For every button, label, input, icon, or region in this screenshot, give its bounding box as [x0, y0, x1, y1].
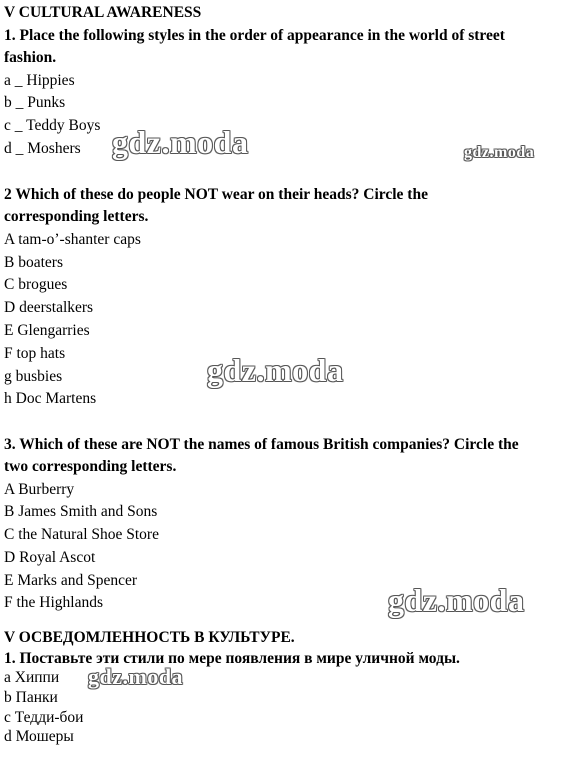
- q3-item-e: E Marks and Spencer: [4, 572, 137, 589]
- q2-item-a: A tam-o’-shanter caps: [4, 231, 141, 248]
- q2-item-f: F top hats: [4, 345, 66, 362]
- ru-q1-prompt: 1. Поставьте эти стили по мере появления в мире уличной моды.: [4, 650, 460, 667]
- q3-prompt-line2: two corresponding letters.: [4, 458, 177, 475]
- q3-item-a: A Burberry: [4, 481, 75, 498]
- q3-item-f: F the Highlands: [4, 594, 104, 611]
- q1-prompt-line2: fashion.: [4, 49, 57, 66]
- ru-q1-item-d: d Мошеры: [4, 728, 74, 745]
- watermark: gdz.moda: [112, 124, 249, 160]
- q2-prompt-line2: corresponding letters.: [4, 208, 149, 225]
- section-heading-en: V CULTURAL AWARENESS: [4, 4, 202, 21]
- q1-item-a: a _ Hippies: [4, 72, 75, 89]
- ru-q1-item-b: b Панки: [4, 689, 58, 706]
- watermark: gdz.moda: [88, 664, 184, 689]
- q1-item-d: d _ Moshers: [4, 140, 81, 157]
- q3-item-b: B James Smith and Sons: [4, 503, 158, 520]
- q2-prompt-line1: 2 Which of these do people NOT wear on their heads? Circle the: [4, 186, 428, 203]
- q2-item-h: h Doc Martens: [4, 390, 97, 407]
- q3-item-c: C the Natural Shoe Store: [4, 526, 159, 543]
- q1-item-b: b _ Punks: [4, 94, 66, 111]
- q3-prompt-line1: 3. Which of these are NOT the names of famous British companies? Circle the: [4, 436, 519, 453]
- q3-item-d: D Royal Ascot: [4, 549, 96, 566]
- watermark: gdz.moda: [388, 582, 525, 618]
- section-heading-ru: V ОСВЕДОМЛЕННОСТЬ В КУЛЬТУРЕ.: [4, 629, 295, 646]
- ru-q1-item-c: c Тедди-бои: [4, 709, 84, 726]
- q2-item-d: D deerstalkers: [4, 299, 94, 316]
- ru-q1-item-a: a Хиппи: [4, 669, 60, 686]
- q2-item-g: g busbies: [4, 368, 63, 385]
- q1-prompt-line1: 1. Place the following styles in the order of appearance in the world of street: [4, 27, 505, 44]
- watermark: gdz.moda: [464, 144, 535, 161]
- q2-item-b: B boaters: [4, 254, 63, 271]
- q2-item-e: E Glengarries: [4, 322, 90, 339]
- q1-item-c: c _ Teddy Boys: [4, 117, 101, 134]
- q2-item-c: C brogues: [4, 276, 68, 293]
- watermark: gdz.moda: [207, 352, 344, 388]
